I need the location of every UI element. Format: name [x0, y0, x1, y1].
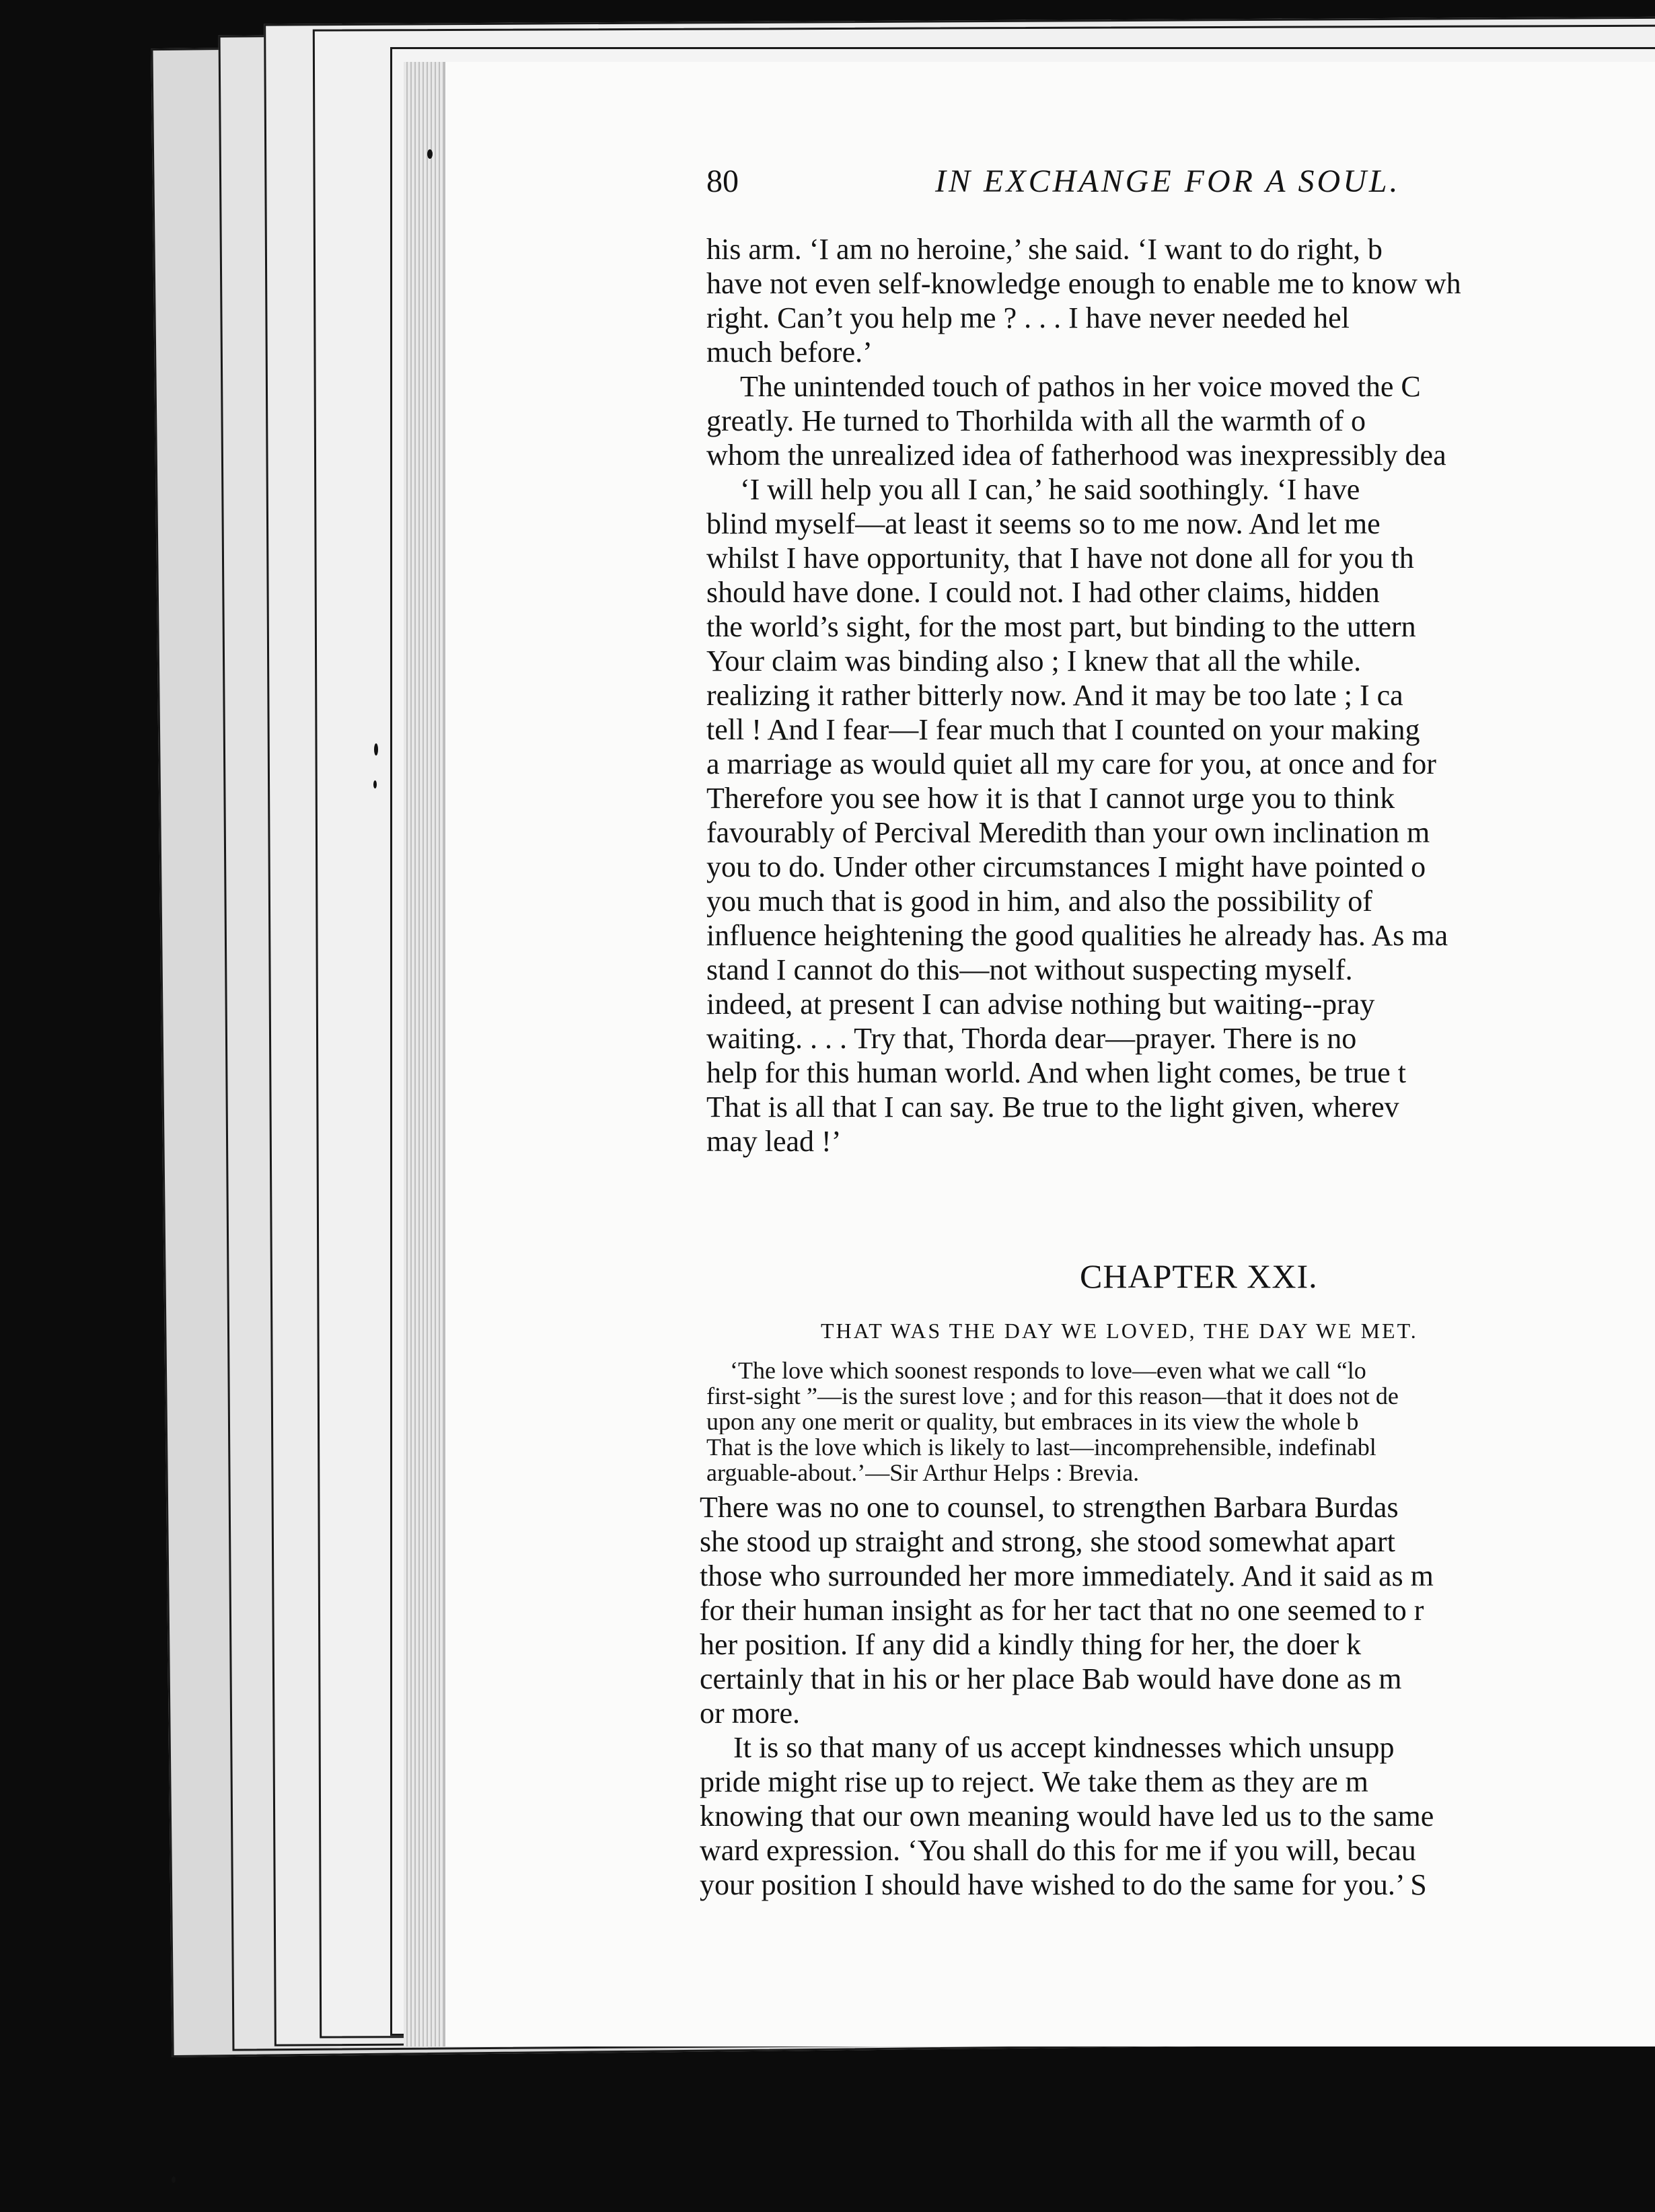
text-line: have not even self-knowledge enough to enable me to know wh [706, 267, 1461, 300]
text-line: ‘I will help you all I can,’ he said soothingly. ‘I have [740, 473, 1360, 506]
text-line: stand I cannot do this—not without suspecting myself. [706, 953, 1353, 986]
text-line: pride might rise up to reject. We take them as they are m [700, 1765, 1368, 1798]
text-line: influence heightening the good qualities he already has. As ma [706, 919, 1448, 952]
scan-speck [172, 2176, 176, 2183]
text-line: tell ! And I fear—I fear much that I counted on your making [706, 713, 1420, 746]
text-line: you to do. Under other circumstances I might have pointed o [706, 850, 1426, 883]
epigraph-line: That is the love which is likely to last—incomprehensible, indefinabl [706, 1434, 1376, 1460]
text-line: his arm. ‘I am no heroine,’ she said. ‘I want to do right, b [706, 233, 1383, 266]
text-line: greatly. He turned to Thorhilda with all the warmth of o [706, 404, 1366, 437]
text-line: right. Can’t you help me ? . . . I have never needed hel [706, 301, 1350, 334]
body-text [706, 232, 1655, 1158]
text-line: It is so that many of us accept kindnesses which unsupp [733, 1731, 1395, 1764]
scan-speck [373, 780, 377, 788]
text-line: whom the unrealized idea of fatherhood was inexpressibly dea [706, 439, 1446, 472]
chapter-heading [807, 1257, 1655, 1351]
epigraph-line: first-sight ”—is the surest love ; and for this reason—that it does not de [706, 1383, 1399, 1409]
text-line: you much that is good in him, and also the possibility of [706, 885, 1372, 918]
text-line: the world’s sight, for the most part, but binding to the uttern [706, 610, 1416, 643]
text-line: may lead !’ [706, 1125, 842, 1158]
text-line: knowing that our own meaning would have led us to the same [700, 1800, 1434, 1833]
text-line: a marriage as would quiet all my care for you, at once and for [706, 747, 1436, 780]
text-line: she stood up straight and strong, she stood somewhat apart [700, 1525, 1395, 1558]
text-line: realizing it rather bitterly now. And it may be too late ; I ca [706, 679, 1403, 712]
text-line: much before.’ [706, 336, 873, 369]
scan-speck [374, 743, 378, 755]
text-line: those who surrounded her more immediately. And it said as m [700, 1559, 1434, 1592]
epigraph [706, 1358, 1655, 1485]
epigraph-line: arguable-about.’—Sir Arthur Helps : Brevia. [706, 1460, 1140, 1485]
text-line: blind myself—at least it seems so to me now. And let me [706, 507, 1381, 540]
chapter-subtitle: THAT WAS THE DAY WE LOVED, THE DAY WE MET. [821, 1319, 1418, 1343]
text-line: or more. [700, 1697, 801, 1730]
running-header [706, 163, 1655, 203]
page-edges [404, 62, 444, 2047]
chapter-title: CHAPTER XXI. [1080, 1257, 1318, 1295]
text-line: ward expression. ‘You shall do this for me if you will, becau [700, 1834, 1416, 1867]
text-line: waiting. . . . Try that, Thorda dear—prayer. There is no [706, 1022, 1357, 1055]
text-line: her position. If any did a kindly thing for her, the doer k [700, 1628, 1362, 1661]
text-line: Therefore you see how it is that I cannot urge you to think [706, 782, 1395, 815]
epigraph-line: upon any one merit or quality, but embraces in its view the whole b [706, 1409, 1359, 1434]
chapter-body-text [700, 1490, 1655, 1902]
text-line: indeed, at present I can advise nothing but waiting--pray [706, 988, 1375, 1021]
page-number: 80 [706, 163, 739, 199]
epigraph-line: ‘The love which soonest responds to love—even what we call “lo [730, 1358, 1366, 1383]
text-line: There was no one to counsel, to strengthen Barbara Burdas [700, 1491, 1399, 1524]
text-line: help for this human world. And when light comes, be true t [706, 1056, 1406, 1089]
text-line: favourably of Percival Meredith than your own inclination m [706, 816, 1430, 849]
text-line: certainly that in his or her place Bab would have done as m [700, 1662, 1402, 1695]
text-line: The unintended touch of pathos in her voice moved the C [740, 370, 1421, 403]
running-title: IN EXCHANGE FOR A SOUL. [935, 163, 1401, 199]
scan-speck [427, 149, 433, 159]
text-line: That is all that I can say. Be true to the light given, wherev [706, 1091, 1399, 1123]
text-line: whilst I have opportunity, that I have not done all for you th [706, 542, 1414, 575]
text-line: Your claim was binding also ; I knew that all the while. [706, 644, 1362, 677]
text-line: for their human insight as for her tact that no one seemed to r [700, 1594, 1424, 1627]
text-line: your position I should have wished to do the same for you.’ S [700, 1868, 1427, 1901]
text-line: should have done. I could not. I had other claims, hidden [706, 576, 1380, 609]
